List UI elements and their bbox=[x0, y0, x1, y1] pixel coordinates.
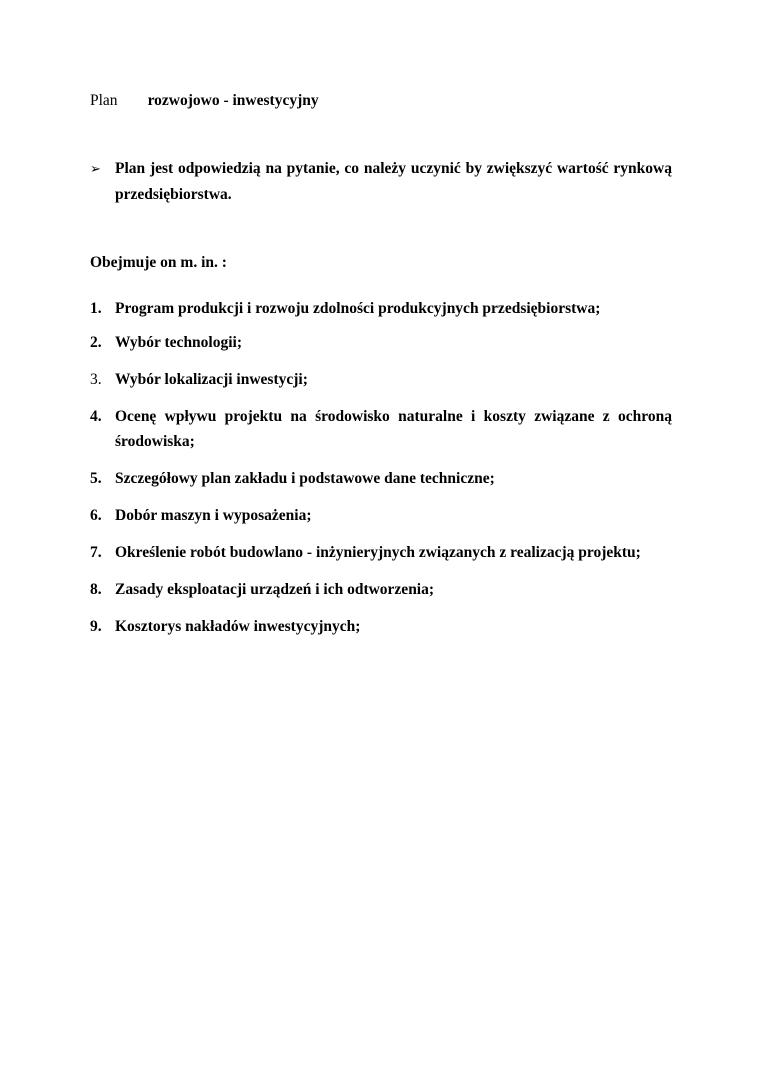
list-item-text: Kosztorys nakładów inwestycyjnych; bbox=[115, 618, 361, 635]
list-item-number: 5. bbox=[90, 470, 102, 487]
title-prefix: Plan bbox=[90, 92, 118, 109]
list-item-text: Ocenę wpływu projektu na środowisko naturalne i koszty związane z ochroną środowiska; bbox=[115, 408, 672, 450]
list-item-text: Wybór technologii; bbox=[115, 334, 243, 351]
list-item-text: Zasady eksploatacji urządzeń i ich odtworzenia; bbox=[115, 581, 435, 598]
list-item-number: 7. bbox=[90, 544, 102, 561]
list-item bbox=[90, 296, 672, 321]
list-item bbox=[90, 614, 672, 639]
list-item bbox=[90, 330, 672, 355]
arrow-bullet-icon: ➢ bbox=[90, 161, 101, 176]
list-item-number: 3. bbox=[90, 371, 102, 388]
document-title bbox=[90, 92, 672, 110]
list-item-text: Określenie robót budowlano - inżynieryjnych związanych z realizacją projektu; bbox=[115, 544, 641, 561]
list-item-text: Wybór lokalizacji inwestycji; bbox=[115, 371, 308, 388]
list-item-number: 2. bbox=[90, 334, 102, 351]
list-item-number: 8. bbox=[90, 581, 102, 598]
list-item-number: 9. bbox=[90, 618, 102, 635]
list-item bbox=[90, 466, 672, 491]
title-main: rozwojowo - inwestycyjny bbox=[147, 92, 319, 109]
list-item-number: 6. bbox=[90, 507, 102, 524]
list-heading: Obejmuje on m. in. : bbox=[90, 254, 227, 271]
list-item-text: Szczegółowy plan zakładu i podstawowe dane techniczne; bbox=[115, 470, 495, 487]
list-item bbox=[90, 577, 672, 602]
list-item bbox=[90, 367, 672, 392]
list-item-number: 1. bbox=[90, 300, 102, 317]
intro-bullet-text: Plan jest odpowiedzią na pytanie, co należy uczynić by zwiększyć wartość rynkową przedsiębiorstwa. bbox=[115, 160, 672, 203]
list-item bbox=[90, 540, 672, 565]
numbered-list bbox=[90, 296, 672, 639]
list-item-text: Program produkcji i rozwoju zdolności produkcyjnych przedsiębiorstwa; bbox=[115, 300, 601, 317]
list-item bbox=[90, 503, 672, 528]
list-item bbox=[90, 404, 672, 454]
intro-bullet-paragraph bbox=[90, 156, 672, 208]
list-item-text: Dobór maszyn i wyposażenia; bbox=[115, 507, 312, 524]
list-item-number: 4. bbox=[90, 408, 102, 425]
